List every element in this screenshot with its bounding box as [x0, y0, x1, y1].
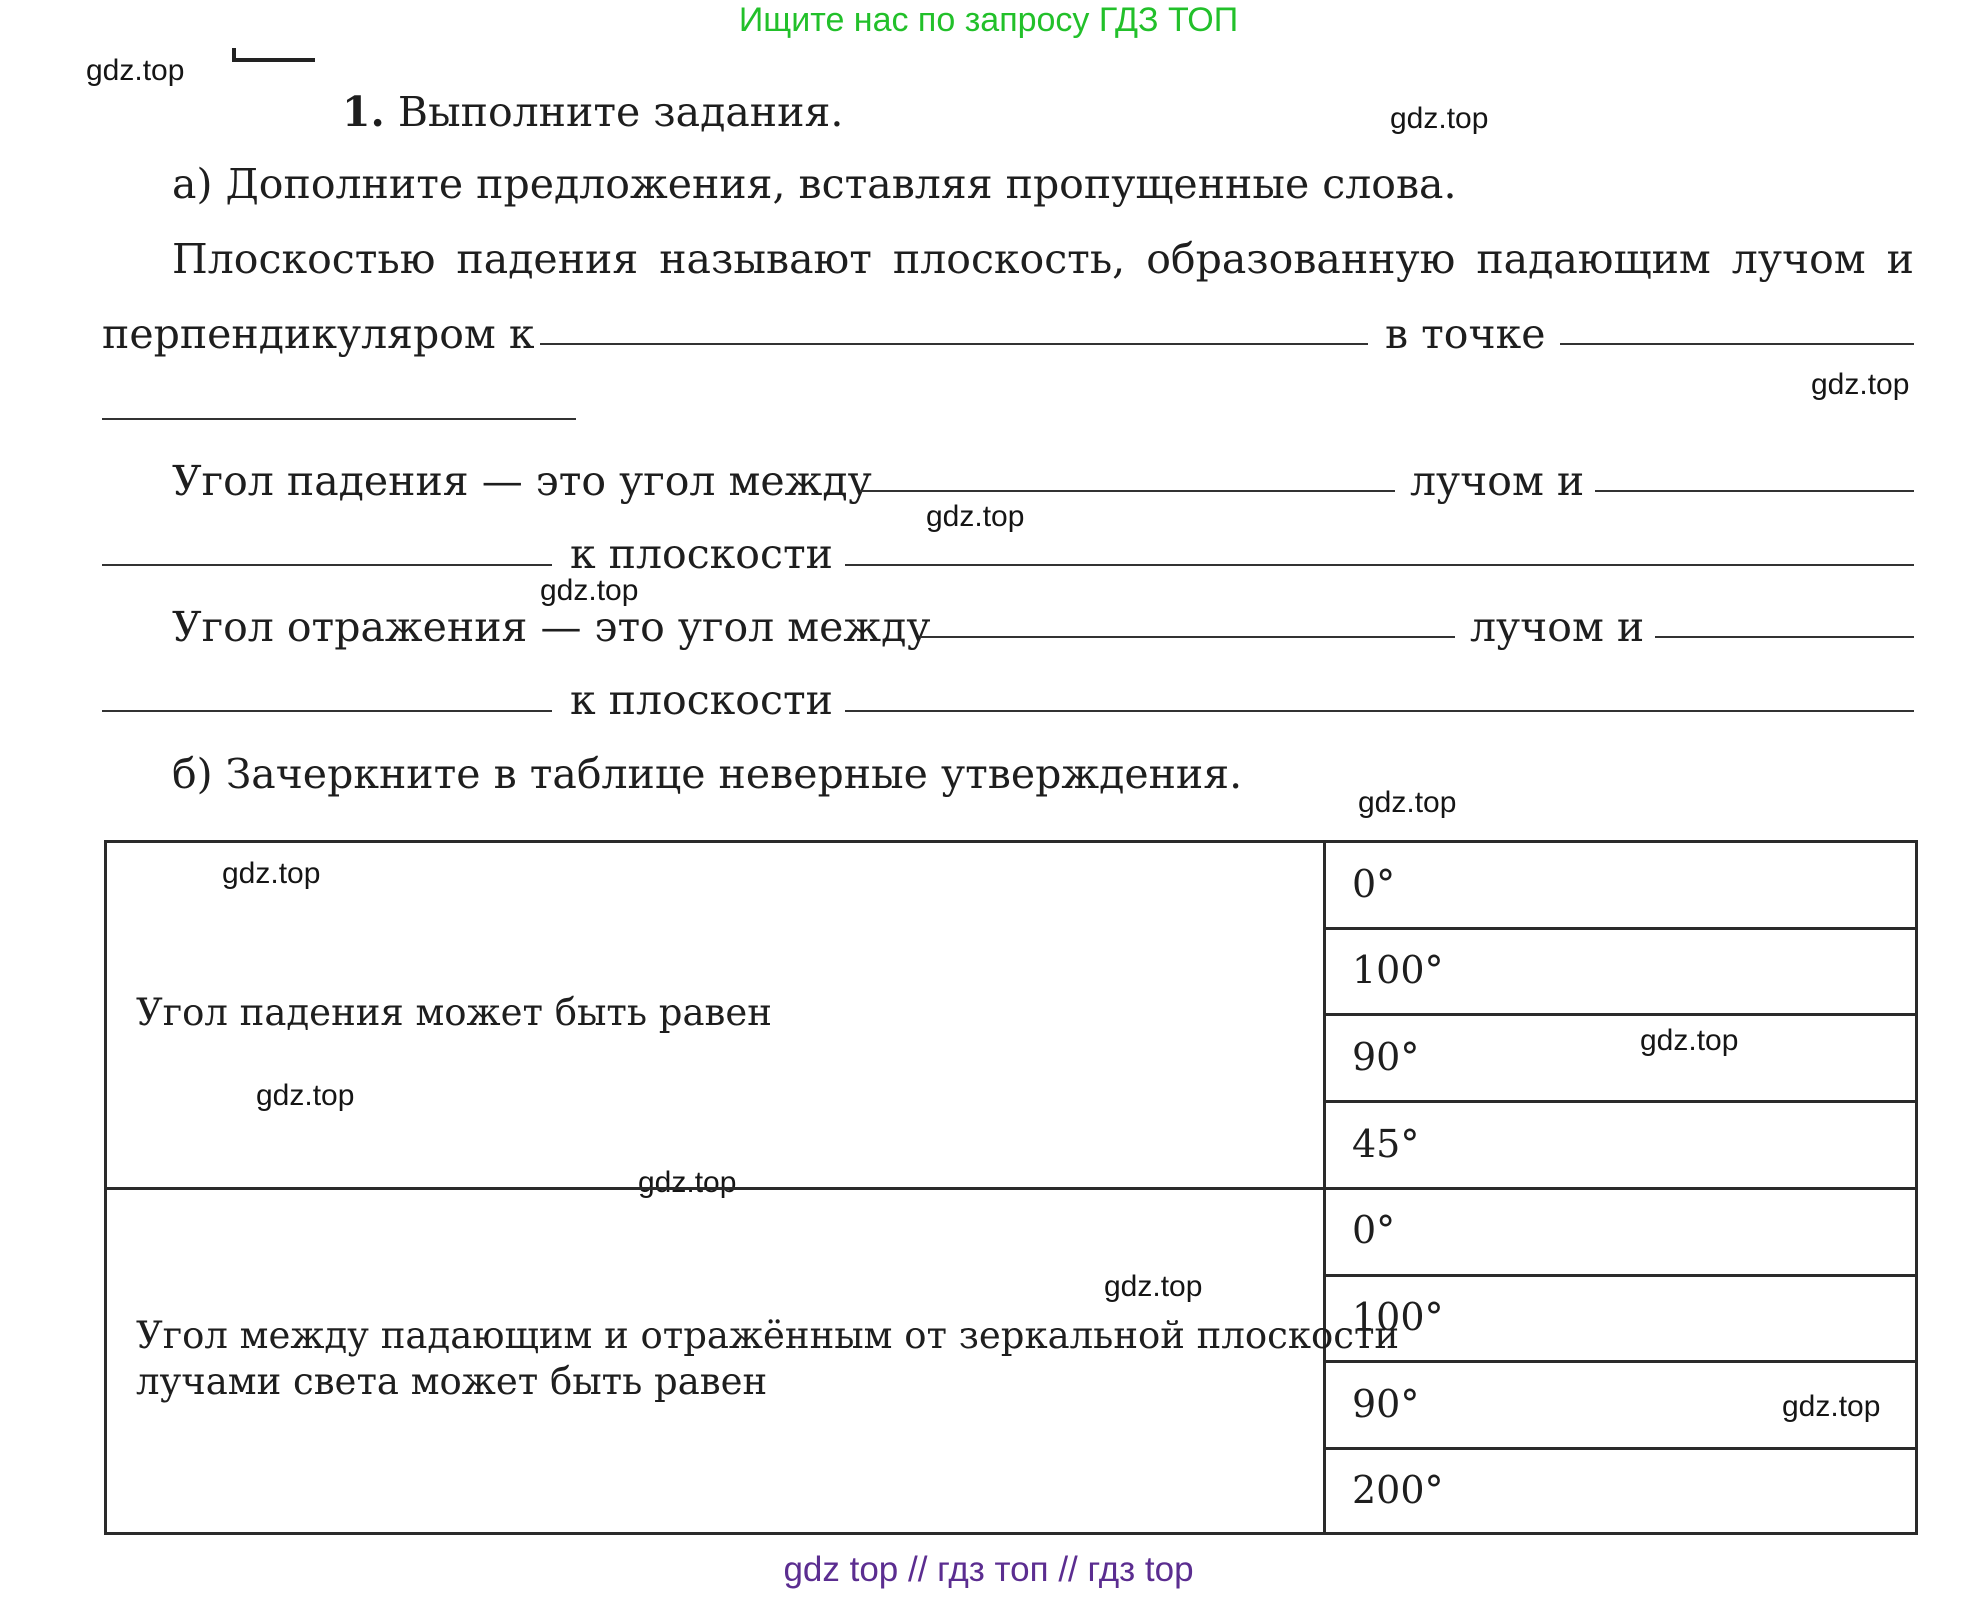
- table-cell-divider: [1323, 1447, 1918, 1450]
- sentence-2-label-b: лучом и: [1410, 457, 1585, 505]
- table-option-cell[interactable]: 0°: [1352, 1208, 1396, 1252]
- sentence-2-label-a: Угол падения — это угол между: [172, 457, 872, 505]
- blank-field[interactable]: [1560, 343, 1914, 345]
- table-row-label: Угол падения может быть равен: [136, 991, 772, 1034]
- watermark: gdz.top: [86, 54, 185, 87]
- part-b-heading: б) Зачеркните в таблице неверные утверждения.: [172, 750, 1243, 798]
- table-option-cell[interactable]: 0°: [1352, 862, 1396, 906]
- table-cell-divider: [1323, 1274, 1918, 1277]
- search-banner[interactable]: Ищите нас по запросу ГДЗ ТОП: [738, 1, 1239, 39]
- blank-field[interactable]: [102, 564, 552, 566]
- watermark: gdz.top: [1358, 786, 1457, 819]
- sentence-3-label-c: к плоскости: [570, 676, 833, 724]
- task-heading: [342, 88, 843, 136]
- blank-field[interactable]: [102, 418, 576, 420]
- task-title: Выполните задания.: [397, 88, 844, 136]
- table-cell-divider: [1323, 1100, 1918, 1103]
- watermark: gdz.top: [926, 500, 1025, 533]
- sentence-1-line-1: Плоскостью падения называют плоскость, образованную падающим лучом и: [172, 235, 1914, 283]
- part-a-heading: а) Дополните предложения, вставляя пропущенные слова.: [172, 160, 1457, 208]
- blank-field[interactable]: [1655, 636, 1914, 638]
- watermark: gdz.top: [256, 1079, 355, 1112]
- table-row-divider: [104, 1187, 1918, 1190]
- sentence-3-label-b: лучом и: [1470, 603, 1645, 651]
- watermark: gdz.top: [1782, 1390, 1881, 1423]
- watermark: gdz.top: [1811, 368, 1910, 401]
- watermark: gdz.top: [222, 857, 321, 890]
- corner-mark: [232, 48, 315, 62]
- blank-field[interactable]: [102, 710, 552, 712]
- blank-field[interactable]: [920, 636, 1455, 638]
- table-cell-divider: [1323, 1360, 1918, 1363]
- blank-field[interactable]: [540, 343, 1368, 345]
- table-cell-divider: [1323, 927, 1918, 930]
- table-option-cell[interactable]: 45°: [1352, 1122, 1420, 1166]
- table-option-cell[interactable]: 100°: [1352, 948, 1444, 992]
- table-option-cell[interactable]: 90°: [1352, 1382, 1420, 1426]
- blank-field[interactable]: [845, 564, 1914, 566]
- table-option-cell[interactable]: 90°: [1352, 1035, 1420, 1079]
- footer-links[interactable]: gdz top // гдз топ // гдз top: [783, 1550, 1194, 1589]
- blank-field[interactable]: [860, 490, 1395, 492]
- sentence-3-label-a: Угол отражения — это угол между: [172, 603, 931, 651]
- table-row-label: Угол между падающим и отражённым от зеркальной плоскости: [136, 1314, 1400, 1357]
- watermark: gdz.top: [638, 1166, 737, 1199]
- watermark: gdz.top: [540, 574, 639, 607]
- sentence-2-label-c: к плоскости: [570, 530, 833, 578]
- sentence-1-label-b: в точке: [1385, 310, 1546, 358]
- watermark: gdz.top: [1390, 102, 1489, 135]
- blank-field[interactable]: [845, 710, 1914, 712]
- table-row-label-line-2: лучами света может быть равен: [136, 1360, 768, 1403]
- watermark: gdz.top: [1640, 1024, 1739, 1057]
- table-option-cell[interactable]: 100°: [1352, 1295, 1444, 1339]
- sentence-1-label-a: перпендикуляром к: [102, 310, 535, 358]
- table-cell-divider: [1323, 1013, 1918, 1016]
- task-number: 1.: [342, 88, 385, 136]
- blank-field[interactable]: [1595, 490, 1914, 492]
- watermark: gdz.top: [1104, 1270, 1203, 1303]
- table-option-cell[interactable]: 200°: [1352, 1468, 1444, 1512]
